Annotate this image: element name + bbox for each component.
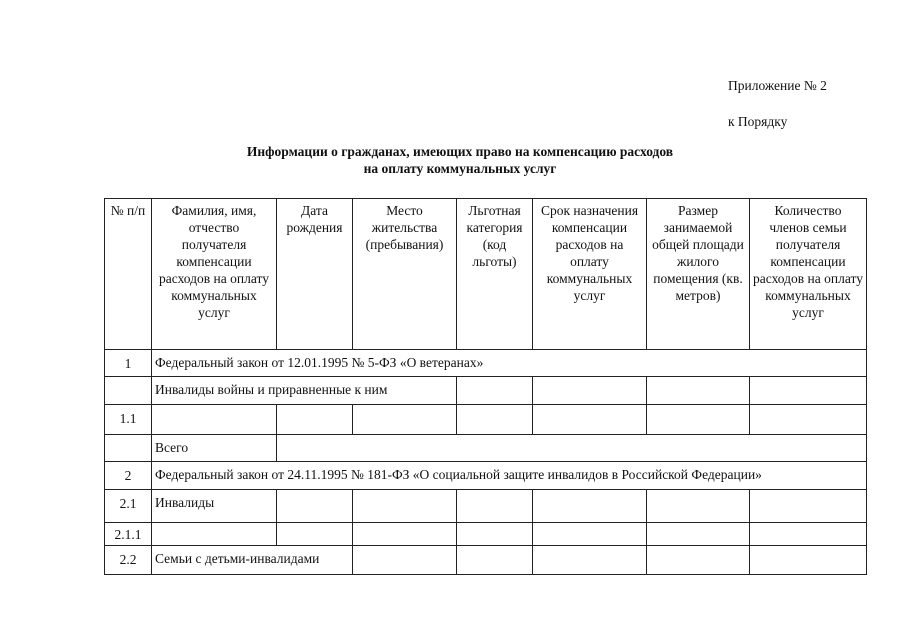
table-cell bbox=[457, 546, 533, 575]
table-cell bbox=[533, 377, 647, 405]
table-cell bbox=[277, 435, 867, 462]
table-cell bbox=[750, 490, 867, 523]
table-cell bbox=[750, 523, 867, 546]
section-law-title: Федеральный закон от 12.01.1995 № 5-ФЗ «О ветеранах» bbox=[152, 350, 867, 377]
category-label: Инвалиды войны и приравненные к ним bbox=[152, 377, 457, 405]
table-cell bbox=[533, 546, 647, 575]
table-cell bbox=[152, 523, 277, 546]
row-number: 2.1.1 bbox=[105, 523, 152, 546]
table-cell bbox=[647, 546, 750, 575]
row-number: 2 bbox=[105, 462, 152, 490]
table-cell bbox=[353, 405, 457, 435]
table-cell bbox=[105, 435, 152, 462]
table-cell bbox=[647, 490, 750, 523]
col-header-area: Размер занимаемой общей площади жилого помещения (кв. метров) bbox=[647, 199, 750, 350]
col-header-birthdate: Дата рождения bbox=[277, 199, 353, 350]
table-cell bbox=[533, 523, 647, 546]
total-label: Всего bbox=[152, 435, 277, 462]
table-cell bbox=[647, 523, 750, 546]
table-cell bbox=[647, 405, 750, 435]
table-cell bbox=[750, 546, 867, 575]
col-header-name: Фамилия, имя, отчество получателя компенсации расходов на оплату коммунальных услуг bbox=[152, 199, 277, 350]
table-cell bbox=[353, 546, 457, 575]
col-header-category: Льготная категория (код льготы) bbox=[457, 199, 533, 350]
table-cell bbox=[457, 523, 533, 546]
table-cell bbox=[750, 377, 867, 405]
header-row bbox=[105, 199, 867, 350]
compensation-table bbox=[104, 198, 867, 575]
table-cell bbox=[457, 490, 533, 523]
table-cell bbox=[353, 490, 457, 523]
table-cell bbox=[457, 405, 533, 435]
table-row bbox=[105, 523, 867, 546]
table-cell bbox=[533, 490, 647, 523]
order-reference: к Порядку bbox=[728, 114, 788, 129]
table-row bbox=[105, 490, 867, 523]
table-cell bbox=[277, 490, 353, 523]
table-row bbox=[105, 405, 867, 435]
col-header-residence: Место жительства (пребывания) bbox=[353, 199, 457, 350]
col-header-family: Количество членов семьи получателя компенсации расходов на оплату коммунальных услуг bbox=[750, 199, 867, 350]
row-number: 2.2 bbox=[105, 546, 152, 575]
table-cell bbox=[750, 405, 867, 435]
table-cell bbox=[533, 405, 647, 435]
section-law-title: Федеральный закон от 24.11.1995 № 181-ФЗ «О социальной защите инвалидов в Российской Федерации» bbox=[152, 462, 867, 490]
document-title bbox=[150, 143, 770, 177]
row-number: 2.1 bbox=[105, 490, 152, 523]
table-row bbox=[105, 462, 867, 490]
title-line-2: на оплату коммунальных услуг bbox=[363, 161, 557, 176]
category-label: Семьи с детьми-инвалидами bbox=[152, 546, 353, 575]
table-cell bbox=[277, 523, 353, 546]
row-number: 1.1 bbox=[105, 405, 152, 435]
table-cell bbox=[105, 377, 152, 405]
table-cell bbox=[457, 377, 533, 405]
appendix-label: Приложение № 2 bbox=[728, 78, 827, 93]
row-number: 1 bbox=[105, 350, 152, 377]
category-label: Инвалиды bbox=[152, 490, 277, 523]
title-line-1: Информации о гражданах, имеющих право на компенсацию расходов bbox=[246, 144, 674, 159]
col-header-number: № п/п bbox=[105, 199, 152, 350]
col-header-term: Срок назначения компенсации расходов на оплату коммунальных услуг bbox=[533, 199, 647, 350]
table-cell bbox=[353, 523, 457, 546]
table-row bbox=[105, 546, 867, 575]
table-row bbox=[105, 435, 867, 462]
table-cell bbox=[277, 405, 353, 435]
table-cell bbox=[152, 405, 277, 435]
table-cell bbox=[647, 377, 750, 405]
table-row bbox=[105, 377, 867, 405]
table-row bbox=[105, 350, 867, 377]
